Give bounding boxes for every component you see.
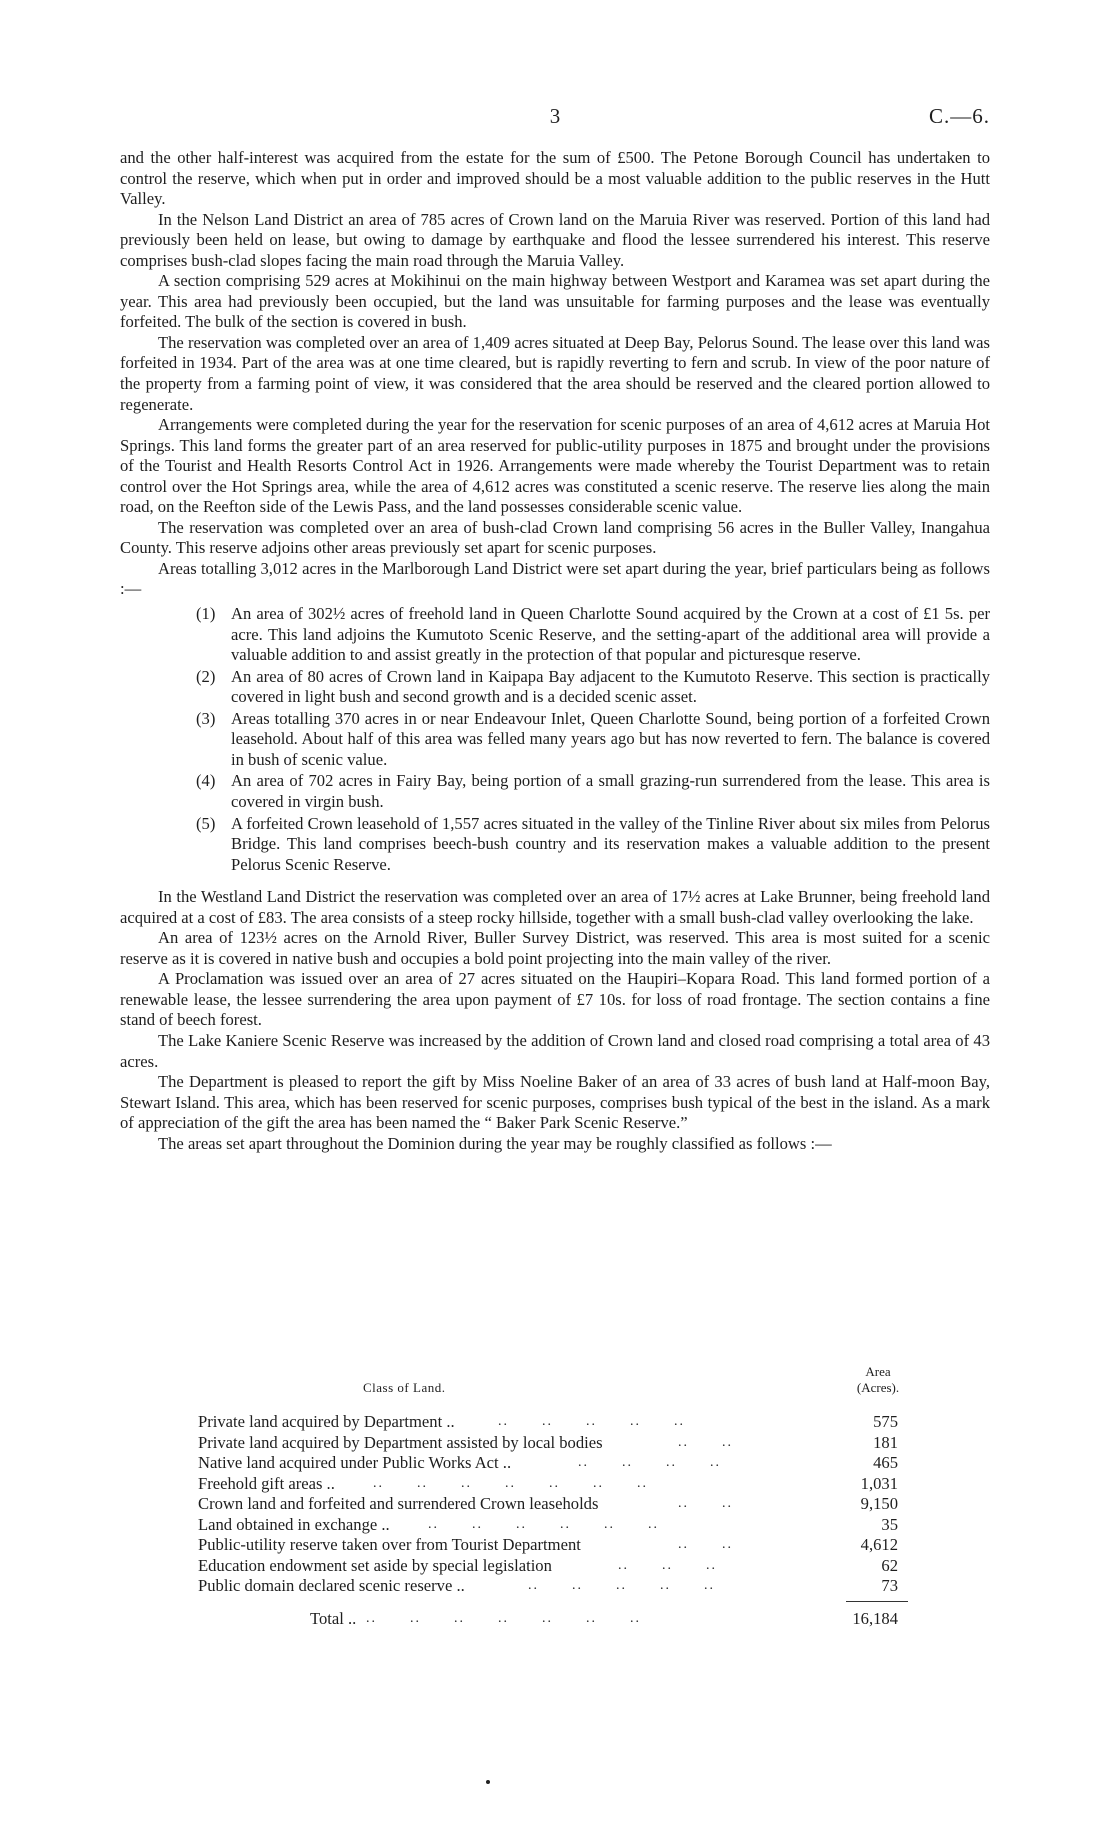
list-item-number: (4) <box>196 771 216 791</box>
paragraph: The Department is pleased to report the gift by Miss Noeline Baker of an area of 33 acres of bush land at Half-moon Bay, Stewart Island. This area, which has been reserved for scenic purposes, comprises bush typical of the best in the island. As a mark of appreciation of the gift the area has been named the “ Baker Park Scenic Reserve.” <box>120 1072 990 1133</box>
paragraph: Areas totalling 3,012 acres in the Marlborough Land District were set apart during the year, brief particulars being as follows :— <box>120 558 990 599</box>
table-row <box>198 1494 908 1515</box>
paragraph: In the Westland Land District the reservation was completed over an area of 17½ acres at Lake Brunner, being freehold land acquired at a cost of £83. The area consists of a steep rocky hillside, together with a small bush-clad valley overlooking the lake. <box>120 887 990 927</box>
land-class-label: Public domain declared scenic reserve .. <box>198 1576 465 1595</box>
area-value: 62 <box>881 1555 898 1575</box>
leader-dots: .. .. .. .. .. <box>498 1414 685 1429</box>
list-item <box>196 814 990 876</box>
area-value: 9,150 <box>860 1494 898 1513</box>
table-row <box>198 1576 908 1597</box>
list-item-number: (2) <box>196 666 216 686</box>
column-header-area-line2: (Acres). <box>856 1380 900 1395</box>
leader-dots: .. .. <box>678 1496 733 1511</box>
area-value: 1,031 <box>860 1473 898 1493</box>
paragraph: A section comprising 529 acres at Mokihinui on the main highway between Westport and Karamea was set apart during the year. This area had previously been occupied, but the land was unsuitable for farming purposes and the lease was eventually forfeited. The bulk of the section is covered in bush. <box>120 271 990 332</box>
table-row <box>198 1556 908 1577</box>
list-item-text: Areas totalling 370 acres in or near Endeavour Inlet, Queen Charlotte Sound, being portion of a forfeited Crown leasehold. About half of this area was felled many years ago but has now reverted to fern. The balance is covered in bush of scenic value. <box>231 708 990 769</box>
list-item-text: An area of 80 acres of Crown land in Kaipapa Bay adjacent to the Kumutoto Reserve. This section is practically covered in light bush and second growth and is a decided scenic asset. <box>231 666 990 707</box>
leader-dots: .. .. <box>678 1434 733 1450</box>
area-value: 465 <box>873 1453 898 1472</box>
paragraph: Arrangements were completed during the year for the reservation for scenic purposes of an area of 4,612 acres at Maruia Hot Springs. This land forms the greater part of an area reserved for public-utility purposes in 1875 and brought under the provisions of the Tourist and Health Resorts Control Act in 1926. Arrangements were made whereby the Tourist Department was to retain control over the Hot Springs area, while the area of 4,612 acres was constituted a scenic reserve. The reserve lies along the main road, on the Reefton side of the Lewis Pass, and the land possesses considerable scenic value. <box>120 415 990 517</box>
paragraphs-bottom <box>120 887 990 1154</box>
paragraphs-top <box>120 148 990 600</box>
list-item-text: An area of 702 acres in Fairy Bay, being portion of a small grazing-run surrendered from the lease. This area is covered in virgin bush. <box>231 771 990 811</box>
body-text <box>120 148 990 1154</box>
area-value: 181 <box>873 1432 898 1452</box>
total-rule <box>198 1597 908 1605</box>
leader-dots: .. .. .. .. .. <box>528 1578 715 1593</box>
table-row <box>198 1412 908 1433</box>
area-value: 575 <box>873 1412 898 1431</box>
land-class-label: Private land acquired by Department .. <box>198 1412 455 1431</box>
numbered-list <box>120 604 990 875</box>
list-item-number: (5) <box>196 813 216 833</box>
land-class-label: Private land acquired by Department assisted by local bodies <box>198 1432 603 1452</box>
leader-dots: .. .. .. .. .. .. <box>428 1516 659 1532</box>
leader-dots: .. .. .. .. .. .. .. <box>373 1475 648 1491</box>
table-body <box>198 1412 908 1597</box>
leader-dots: .. .. <box>678 1537 733 1552</box>
total-leader-dots: .. .. .. .. .. .. .. <box>366 1610 641 1626</box>
list-item <box>196 667 990 708</box>
list-item-number: (3) <box>196 708 216 728</box>
total-value: 16,184 <box>852 1608 898 1628</box>
land-class-label: Public-utility reserve taken over from Tourist Department <box>198 1535 581 1554</box>
page-number: 3 <box>549 104 561 128</box>
list-item <box>196 709 990 771</box>
paragraph: An area of 123½ acres on the Arnold River, Buller Survey District, was reserved. This area is most suited for a scenic reserve as it is covered in native bush and occupies a bold point projecting into the main valley of the river. <box>120 928 990 968</box>
table-row <box>198 1453 908 1474</box>
paragraph: The Lake Kaniere Scenic Reserve was increased by the addition of Crown land and closed road comprising a total area of 43 acres. <box>120 1030 990 1071</box>
printer-mark <box>486 1780 490 1784</box>
paragraph: The areas set apart throughout the Dominion during the year may be roughly classified as follows :— <box>158 1133 832 1153</box>
list-item <box>196 771 990 812</box>
table-row <box>198 1515 908 1536</box>
area-value: 73 <box>881 1576 898 1595</box>
area-value: 35 <box>881 1514 898 1534</box>
land-class-label: Native land acquired under Public Works Act .. <box>198 1453 512 1472</box>
column-header-area-line1: Area <box>865 1364 891 1379</box>
paragraph: In the Nelson Land District an area of 785 acres of Crown land on the Maruia River was reserved. Portion of this land had previously been held on lease, but owing to damage by earthquake and flood the lessee surrendered his interest. This reserve comprises bush-clad slopes facing the main road through the Maruia Valley. <box>120 209 990 270</box>
total-row <box>198 1609 908 1633</box>
table-row <box>198 1474 908 1495</box>
table-header <box>198 1364 908 1412</box>
list-item <box>196 604 990 666</box>
paragraph: The reservation was completed over an area of bush-clad Crown land comprising 56 acres in the Buller Valley, Inangahua County. This reserve adjoins other areas previously set apart for scenic purposes. <box>120 517 990 558</box>
list-item-text: A forfeited Crown leasehold of 1,557 acres situated in the valley of the Tinline River about six miles from Pelorus Bridge. This land comprises beech-bush country and its reservation makes a valuable addition to the present Pelorus Scenic Reserve. <box>231 813 990 874</box>
land-class-label: Crown land and forfeited and surrendered Crown leaseholds <box>198 1494 599 1513</box>
area-value: 4,612 <box>860 1535 898 1554</box>
land-class-label: Land obtained in exchange .. <box>198 1514 390 1534</box>
list-item-text: An area of 302½ acres of freehold land in Queen Charlotte Sound acquired by the Crown at a cost of £1 5s. per acre. This land adjoins the Kumutoto Scenic Reserve, and the setting-apart of the additional area will provide a valuable addition to and assist greatly in the protection of that popular and picturesque reserve. <box>231 604 990 665</box>
land-class-table <box>198 1364 908 1633</box>
land-class-label: Freehold gift areas .. <box>198 1473 335 1493</box>
table-row <box>198 1433 908 1454</box>
column-header-class: Class of Land. <box>363 1380 446 1395</box>
document-reference: C.—6. <box>928 104 990 128</box>
leader-dots: .. .. .. <box>618 1557 717 1573</box>
list-item-number: (1) <box>196 604 216 624</box>
paragraph: and the other half-interest was acquired from the estate for the sum of £500. The Petone Borough Council has undertaken to control the reserve, which when put in order and improved should be a most valuable addition to the public reserves in the Hutt Valley. <box>120 148 990 209</box>
leader-dots: .. .. .. .. <box>578 1455 721 1470</box>
paragraph: The reservation was completed over an area of 1,409 acres situated at Deep Bay, Pelorus Sound. The lease over this land was forfeited in 1934. Part of the area was at one time cleared, but is rapidly reverting to fern and scrub. In view of the poor nature of the property from a farming point of view, it was considered that the area should be reserved and the cleared portion allowed to regenerate. <box>120 332 990 414</box>
column-header-area <box>848 1364 908 1396</box>
total-label: Total .. <box>310 1608 357 1628</box>
paragraph: A Proclamation was issued over an area of 27 acres situated on the Haupiri–Kopara Road. This land formed portion of a renewable lease, the lessee surrendering the area upon payment of £7 10s. for loss of road frontage. The section contains a fine stand of beech forest. <box>120 969 990 1030</box>
page-header <box>120 104 990 134</box>
land-class-label: Education endowment set aside by special legislation <box>198 1555 552 1575</box>
table-row <box>198 1535 908 1556</box>
